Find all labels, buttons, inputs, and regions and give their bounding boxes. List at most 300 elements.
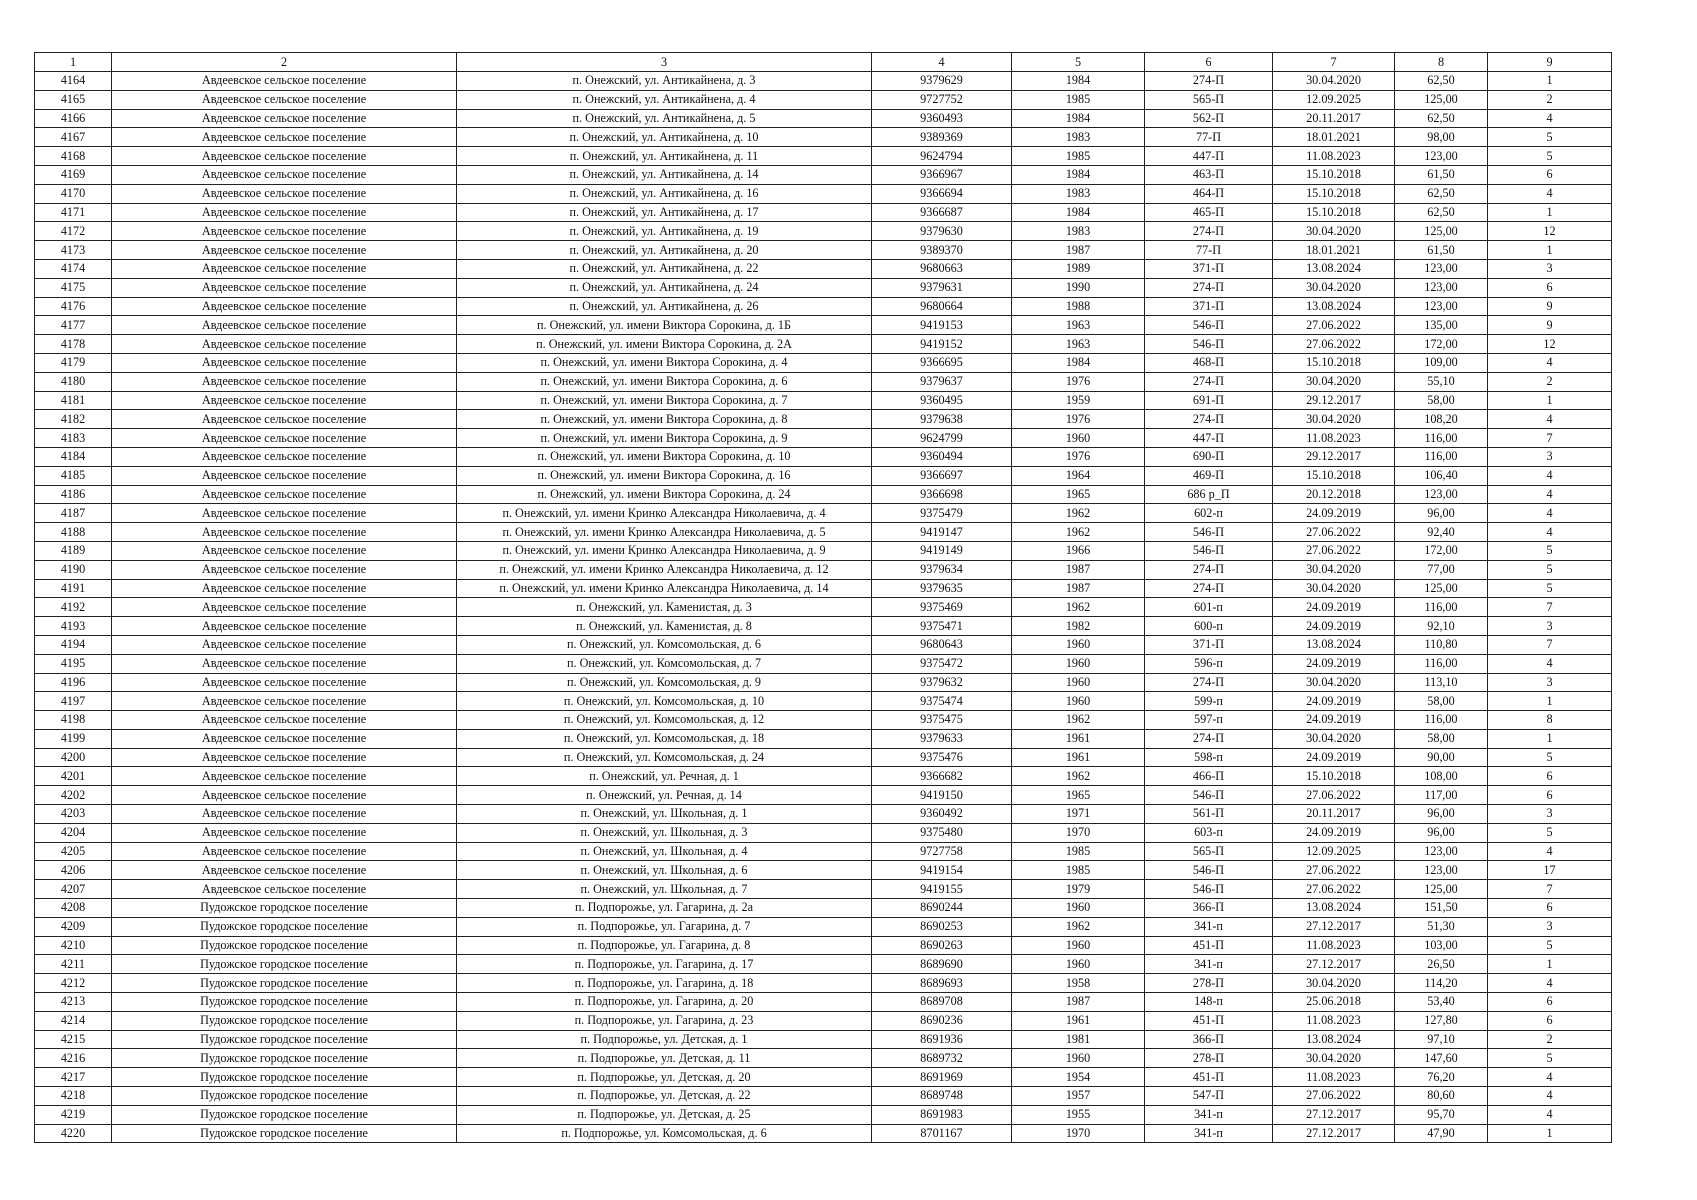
resolution-date-cell: 27.12.2017 [1273, 1124, 1395, 1143]
row-number-cell: 4214 [35, 1011, 112, 1030]
address-cell: п. Подпорожье, ул. Гагарина, д. 20 [457, 993, 872, 1012]
residents-count-cell: 4 [1488, 109, 1612, 128]
object-id-cell: 9419149 [872, 541, 1012, 560]
residents-count-cell: 4 [1488, 842, 1612, 861]
header-row [35, 53, 1612, 72]
year-built-cell: 1955 [1012, 1105, 1145, 1124]
object-id-cell: 9624794 [872, 147, 1012, 166]
address-cell: п. Онежский, ул. Каменистая, д. 3 [457, 598, 872, 617]
municipality-cell: Пудожское городское поселение [112, 974, 457, 993]
year-built-cell: 1984 [1012, 203, 1145, 222]
municipality-cell: Авдеевское сельское поселение [112, 278, 457, 297]
year-built-cell: 1963 [1012, 316, 1145, 335]
area-value-cell: 109,00 [1395, 353, 1488, 372]
year-built-cell: 1987 [1012, 993, 1145, 1012]
year-built-cell: 1979 [1012, 880, 1145, 899]
year-built-cell: 1984 [1012, 353, 1145, 372]
column-header: 4 [872, 53, 1012, 72]
resolution-number-cell: 600-п [1145, 617, 1273, 636]
resolution-date-cell: 15.10.2018 [1273, 184, 1395, 203]
area-value-cell: 53,40 [1395, 993, 1488, 1012]
area-value-cell: 95,70 [1395, 1105, 1488, 1124]
year-built-cell: 1988 [1012, 297, 1145, 316]
area-value-cell: 97,10 [1395, 1030, 1488, 1049]
residents-count-cell: 7 [1488, 635, 1612, 654]
residents-count-cell: 1 [1488, 1124, 1612, 1143]
resolution-number-cell: 278-П [1145, 1049, 1273, 1068]
address-cell: п. Подпорожье, ул. Комсомольская, д. 6 [457, 1124, 872, 1143]
year-built-cell: 1958 [1012, 974, 1145, 993]
table-row [35, 842, 1612, 861]
year-built-cell: 1987 [1012, 579, 1145, 598]
address-cell: п. Онежский, ул. Антикайнена, д. 22 [457, 259, 872, 278]
address-cell: п. Онежский, ул. имени Кринко Александра Николаевича, д. 4 [457, 504, 872, 523]
address-cell: п. Онежский, ул. Комсомольская, д. 10 [457, 692, 872, 711]
area-value-cell: 123,00 [1395, 147, 1488, 166]
resolution-date-cell: 24.09.2019 [1273, 823, 1395, 842]
column-header: 7 [1273, 53, 1395, 72]
year-built-cell: 1962 [1012, 711, 1145, 730]
row-number-cell: 4181 [35, 391, 112, 410]
municipality-cell: Авдеевское сельское поселение [112, 410, 457, 429]
resolution-number-cell: 546-П [1145, 880, 1273, 899]
year-built-cell: 1987 [1012, 560, 1145, 579]
address-cell: п. Онежский, ул. имени Виктора Сорокина, д. 2А [457, 335, 872, 354]
table-row [35, 635, 1612, 654]
resolution-date-cell: 20.11.2017 [1273, 805, 1395, 824]
municipality-cell: Пудожское городское поселение [112, 1011, 457, 1030]
year-built-cell: 1963 [1012, 335, 1145, 354]
table-row [35, 278, 1612, 297]
area-value-cell: 123,00 [1395, 485, 1488, 504]
address-cell: п. Онежский, ул. Речная, д. 1 [457, 767, 872, 786]
municipality-cell: Авдеевское сельское поселение [112, 109, 457, 128]
resolution-number-cell: 690-П [1145, 447, 1273, 466]
table-row [35, 579, 1612, 598]
resolution-date-cell: 24.09.2019 [1273, 748, 1395, 767]
municipality-cell: Авдеевское сельское поселение [112, 786, 457, 805]
address-cell: п. Онежский, ул. Антикайнена, д. 17 [457, 203, 872, 222]
area-value-cell: 62,50 [1395, 109, 1488, 128]
municipality-cell: Авдеевское сельское поселение [112, 805, 457, 824]
year-built-cell: 1983 [1012, 184, 1145, 203]
year-built-cell: 1960 [1012, 1049, 1145, 1068]
area-value-cell: 123,00 [1395, 842, 1488, 861]
table-row [35, 184, 1612, 203]
address-cell: п. Онежский, ул. Школьная, д. 7 [457, 880, 872, 899]
row-number-cell: 4180 [35, 372, 112, 391]
resolution-date-cell: 30.04.2020 [1273, 673, 1395, 692]
table-row [35, 936, 1612, 955]
object-id-cell: 9366695 [872, 353, 1012, 372]
residents-count-cell: 12 [1488, 222, 1612, 241]
area-value-cell: 125,00 [1395, 880, 1488, 899]
year-built-cell: 1966 [1012, 541, 1145, 560]
address-cell: п. Онежский, ул. Антикайнена, д. 26 [457, 297, 872, 316]
object-id-cell: 9419153 [872, 316, 1012, 335]
table-row [35, 128, 1612, 147]
address-cell: п. Подпорожье, ул. Гагарина, д. 23 [457, 1011, 872, 1030]
table-body [35, 72, 1612, 1143]
address-cell: п. Онежский, ул. Антикайнена, д. 11 [457, 147, 872, 166]
area-value-cell: 123,00 [1395, 861, 1488, 880]
year-built-cell: 1960 [1012, 635, 1145, 654]
year-built-cell: 1954 [1012, 1068, 1145, 1087]
table-row [35, 429, 1612, 448]
area-value-cell: 116,00 [1395, 711, 1488, 730]
resolution-date-cell: 27.12.2017 [1273, 917, 1395, 936]
resolution-number-cell: 77-П [1145, 241, 1273, 260]
area-value-cell: 127,80 [1395, 1011, 1488, 1030]
address-cell: п. Онежский, ул. имени Виктора Сорокина, д. 10 [457, 447, 872, 466]
resolution-number-cell: 465-П [1145, 203, 1273, 222]
resolution-number-cell: 274-П [1145, 72, 1273, 91]
municipality-cell: Пудожское городское поселение [112, 1124, 457, 1143]
object-id-cell: 8690253 [872, 917, 1012, 936]
residents-count-cell: 12 [1488, 335, 1612, 354]
area-value-cell: 108,00 [1395, 767, 1488, 786]
area-value-cell: 62,50 [1395, 72, 1488, 91]
address-cell: п. Онежский, ул. Антикайнена, д. 5 [457, 109, 872, 128]
residents-count-cell: 1 [1488, 955, 1612, 974]
row-number-cell: 4193 [35, 617, 112, 636]
year-built-cell: 1962 [1012, 598, 1145, 617]
table-row [35, 72, 1612, 91]
row-number-cell: 4200 [35, 748, 112, 767]
resolution-number-cell: 464-П [1145, 184, 1273, 203]
year-built-cell: 1983 [1012, 128, 1145, 147]
residents-count-cell: 5 [1488, 147, 1612, 166]
resolution-date-cell: 27.06.2022 [1273, 786, 1395, 805]
area-value-cell: 116,00 [1395, 654, 1488, 673]
residents-count-cell: 4 [1488, 974, 1612, 993]
residents-count-cell: 17 [1488, 861, 1612, 880]
object-id-cell: 9360495 [872, 391, 1012, 410]
address-cell: п. Онежский, ул. имени Виктора Сорокина, д. 1Б [457, 316, 872, 335]
address-cell: п. Онежский, ул. Антикайнена, д. 4 [457, 90, 872, 109]
resolution-date-cell: 15.10.2018 [1273, 353, 1395, 372]
address-cell: п. Онежский, ул. имени Кринко Александра Николаевича, д. 9 [457, 541, 872, 560]
object-id-cell: 9366687 [872, 203, 1012, 222]
municipality-cell: Пудожское городское поселение [112, 1068, 457, 1087]
residents-count-cell: 5 [1488, 936, 1612, 955]
row-number-cell: 4188 [35, 523, 112, 542]
municipality-cell: Авдеевское сельское поселение [112, 429, 457, 448]
address-cell: п. Подпорожье, ул. Детская, д. 11 [457, 1049, 872, 1068]
object-id-cell: 9379638 [872, 410, 1012, 429]
year-built-cell: 1983 [1012, 222, 1145, 241]
residents-count-cell: 3 [1488, 917, 1612, 936]
housing-register-table [34, 52, 1612, 1143]
resolution-number-cell: 77-П [1145, 128, 1273, 147]
residents-count-cell: 5 [1488, 748, 1612, 767]
row-number-cell: 4210 [35, 936, 112, 955]
area-value-cell: 62,50 [1395, 203, 1488, 222]
object-id-cell: 9389370 [872, 241, 1012, 260]
area-value-cell: 172,00 [1395, 541, 1488, 560]
resolution-number-cell: 468-П [1145, 353, 1273, 372]
table-row [35, 447, 1612, 466]
municipality-cell: Авдеевское сельское поселение [112, 485, 457, 504]
municipality-cell: Пудожское городское поселение [112, 955, 457, 974]
resolution-number-cell: 274-П [1145, 673, 1273, 692]
resolution-number-cell: 274-П [1145, 729, 1273, 748]
resolution-number-cell: 274-П [1145, 579, 1273, 598]
area-value-cell: 96,00 [1395, 504, 1488, 523]
resolution-date-cell: 30.04.2020 [1273, 372, 1395, 391]
resolution-date-cell: 13.08.2024 [1273, 635, 1395, 654]
area-value-cell: 61,50 [1395, 165, 1488, 184]
area-value-cell: 77,00 [1395, 560, 1488, 579]
year-built-cell: 1959 [1012, 391, 1145, 410]
resolution-date-cell: 29.12.2017 [1273, 391, 1395, 410]
row-number-cell: 4168 [35, 147, 112, 166]
resolution-number-cell: 469-П [1145, 466, 1273, 485]
residents-count-cell: 1 [1488, 203, 1612, 222]
object-id-cell: 9379634 [872, 560, 1012, 579]
row-number-cell: 4219 [35, 1105, 112, 1124]
row-number-cell: 4201 [35, 767, 112, 786]
row-number-cell: 4176 [35, 297, 112, 316]
object-id-cell: 9419152 [872, 335, 1012, 354]
resolution-date-cell: 11.08.2023 [1273, 429, 1395, 448]
municipality-cell: Авдеевское сельское поселение [112, 842, 457, 861]
area-value-cell: 125,00 [1395, 222, 1488, 241]
resolution-number-cell: 278-П [1145, 974, 1273, 993]
address-cell: п. Онежский, ул. имени Виктора Сорокина, д. 4 [457, 353, 872, 372]
address-cell: п. Онежский, ул. имени Виктора Сорокина, д. 6 [457, 372, 872, 391]
address-cell: п. Онежский, ул. имени Виктора Сорокина, д. 7 [457, 391, 872, 410]
resolution-number-cell: 341-п [1145, 1124, 1273, 1143]
year-built-cell: 1960 [1012, 955, 1145, 974]
object-id-cell: 9419147 [872, 523, 1012, 542]
resolution-number-cell: 603-п [1145, 823, 1273, 842]
row-number-cell: 4212 [35, 974, 112, 993]
year-built-cell: 1965 [1012, 485, 1145, 504]
area-value-cell: 108,20 [1395, 410, 1488, 429]
object-id-cell: 9624799 [872, 429, 1012, 448]
area-value-cell: 125,00 [1395, 579, 1488, 598]
object-id-cell: 9727752 [872, 90, 1012, 109]
residents-count-cell: 3 [1488, 617, 1612, 636]
object-id-cell: 8689693 [872, 974, 1012, 993]
object-id-cell: 8691969 [872, 1068, 1012, 1087]
resolution-date-cell: 15.10.2018 [1273, 466, 1395, 485]
object-id-cell: 9375479 [872, 504, 1012, 523]
resolution-number-cell: 274-П [1145, 410, 1273, 429]
resolution-date-cell: 12.09.2025 [1273, 90, 1395, 109]
address-cell: п. Онежский, ул. Комсомольская, д. 12 [457, 711, 872, 730]
residents-count-cell: 2 [1488, 372, 1612, 391]
address-cell: п. Онежский, ул. Школьная, д. 3 [457, 823, 872, 842]
address-cell: п. Онежский, ул. Каменистая, д. 8 [457, 617, 872, 636]
row-number-cell: 4178 [35, 335, 112, 354]
year-built-cell: 1970 [1012, 823, 1145, 842]
municipality-cell: Авдеевское сельское поселение [112, 184, 457, 203]
resolution-number-cell: 274-П [1145, 222, 1273, 241]
year-built-cell: 1984 [1012, 165, 1145, 184]
table-row [35, 466, 1612, 485]
municipality-cell: Авдеевское сельское поселение [112, 222, 457, 241]
residents-count-cell: 6 [1488, 899, 1612, 918]
address-cell: п. Подпорожье, ул. Гагарина, д. 7 [457, 917, 872, 936]
resolution-date-cell: 20.11.2017 [1273, 109, 1395, 128]
column-header: 2 [112, 53, 457, 72]
resolution-number-cell: 546-П [1145, 523, 1273, 542]
year-built-cell: 1976 [1012, 410, 1145, 429]
area-value-cell: 62,50 [1395, 184, 1488, 203]
object-id-cell: 9375480 [872, 823, 1012, 842]
table-row [35, 1124, 1612, 1143]
area-value-cell: 113,10 [1395, 673, 1488, 692]
area-value-cell: 117,00 [1395, 786, 1488, 805]
resolution-number-cell: 561-П [1145, 805, 1273, 824]
year-built-cell: 1960 [1012, 692, 1145, 711]
area-value-cell: 92,40 [1395, 523, 1488, 542]
table-row [35, 90, 1612, 109]
residents-count-cell: 6 [1488, 993, 1612, 1012]
object-id-cell: 9680643 [872, 635, 1012, 654]
resolution-date-cell: 13.08.2024 [1273, 899, 1395, 918]
residents-count-cell: 6 [1488, 1011, 1612, 1030]
resolution-date-cell: 24.09.2019 [1273, 598, 1395, 617]
residents-count-cell: 6 [1488, 767, 1612, 786]
resolution-date-cell: 29.12.2017 [1273, 447, 1395, 466]
table-row [35, 109, 1612, 128]
residents-count-cell: 2 [1488, 90, 1612, 109]
year-built-cell: 1976 [1012, 447, 1145, 466]
year-built-cell: 1961 [1012, 748, 1145, 767]
table-row [35, 861, 1612, 880]
object-id-cell: 9375472 [872, 654, 1012, 673]
object-id-cell: 9360492 [872, 805, 1012, 824]
object-id-cell: 9379632 [872, 673, 1012, 692]
resolution-date-cell: 27.06.2022 [1273, 316, 1395, 335]
resolution-number-cell: 602-п [1145, 504, 1273, 523]
row-number-cell: 4208 [35, 899, 112, 918]
resolution-date-cell: 12.09.2025 [1273, 842, 1395, 861]
year-built-cell: 1960 [1012, 936, 1145, 955]
table-row [35, 880, 1612, 899]
table-row [35, 899, 1612, 918]
table-row [35, 222, 1612, 241]
area-value-cell: 135,00 [1395, 316, 1488, 335]
address-cell: п. Онежский, ул. Комсомольская, д. 18 [457, 729, 872, 748]
table-row [35, 974, 1612, 993]
table-row [35, 1049, 1612, 1068]
municipality-cell: Авдеевское сельское поселение [112, 767, 457, 786]
area-value-cell: 110,80 [1395, 635, 1488, 654]
address-cell: п. Онежский, ул. Антикайнена, д. 19 [457, 222, 872, 241]
municipality-cell: Авдеевское сельское поселение [112, 635, 457, 654]
row-number-cell: 4216 [35, 1049, 112, 1068]
area-value-cell: 51,30 [1395, 917, 1488, 936]
year-built-cell: 1971 [1012, 805, 1145, 824]
resolution-number-cell: 599-п [1145, 692, 1273, 711]
resolution-date-cell: 27.06.2022 [1273, 880, 1395, 899]
year-built-cell: 1985 [1012, 90, 1145, 109]
address-cell: п. Подпорожье, ул. Гагарина, д. 17 [457, 955, 872, 974]
resolution-date-cell: 27.06.2022 [1273, 861, 1395, 880]
resolution-date-cell: 30.04.2020 [1273, 579, 1395, 598]
residents-count-cell: 7 [1488, 598, 1612, 617]
residents-count-cell: 5 [1488, 128, 1612, 147]
address-cell: п. Онежский, ул. Антикайнена, д. 3 [457, 72, 872, 91]
municipality-cell: Авдеевское сельское поселение [112, 466, 457, 485]
table-row [35, 617, 1612, 636]
resolution-date-cell: 27.06.2022 [1273, 523, 1395, 542]
area-value-cell: 116,00 [1395, 429, 1488, 448]
table-row [35, 297, 1612, 316]
table-row [35, 1105, 1612, 1124]
object-id-cell: 9680663 [872, 259, 1012, 278]
municipality-cell: Пудожское городское поселение [112, 993, 457, 1012]
table-row [35, 523, 1612, 542]
column-header: 3 [457, 53, 872, 72]
address-cell: п. Онежский, ул. имени Виктора Сорокина, д. 16 [457, 466, 872, 485]
residents-count-cell: 1 [1488, 391, 1612, 410]
column-header: 8 [1395, 53, 1488, 72]
resolution-date-cell: 27.12.2017 [1273, 955, 1395, 974]
residents-count-cell: 5 [1488, 541, 1612, 560]
row-number-cell: 4209 [35, 917, 112, 936]
address-cell: п. Подпорожье, ул. Гагарина, д. 8 [457, 936, 872, 955]
object-id-cell: 8691936 [872, 1030, 1012, 1049]
row-number-cell: 4191 [35, 579, 112, 598]
resolution-date-cell: 30.04.2020 [1273, 560, 1395, 579]
residents-count-cell: 6 [1488, 786, 1612, 805]
address-cell: п. Онежский, ул. имени Виктора Сорокина, д. 8 [457, 410, 872, 429]
row-number-cell: 4183 [35, 429, 112, 448]
table-row [35, 485, 1612, 504]
row-number-cell: 4197 [35, 692, 112, 711]
address-cell: п. Онежский, ул. Комсомольская, д. 6 [457, 635, 872, 654]
column-header: 5 [1012, 53, 1145, 72]
address-cell: п. Онежский, ул. Антикайнена, д. 14 [457, 165, 872, 184]
resolution-number-cell: 562-П [1145, 109, 1273, 128]
year-built-cell: 1962 [1012, 767, 1145, 786]
resolution-number-cell: 546-П [1145, 335, 1273, 354]
table-row [35, 1011, 1612, 1030]
object-id-cell: 9419155 [872, 880, 1012, 899]
area-value-cell: 114,20 [1395, 974, 1488, 993]
resolution-number-cell: 691-П [1145, 391, 1273, 410]
row-number-cell: 4164 [35, 72, 112, 91]
resolution-number-cell: 466-П [1145, 767, 1273, 786]
row-number-cell: 4202 [35, 786, 112, 805]
area-value-cell: 96,00 [1395, 823, 1488, 842]
year-built-cell: 1960 [1012, 899, 1145, 918]
resolution-number-cell: 447-П [1145, 147, 1273, 166]
area-value-cell: 147,60 [1395, 1049, 1488, 1068]
row-number-cell: 4205 [35, 842, 112, 861]
residents-count-cell: 3 [1488, 805, 1612, 824]
residents-count-cell: 5 [1488, 1049, 1612, 1068]
object-id-cell: 9360493 [872, 109, 1012, 128]
municipality-cell: Авдеевское сельское поселение [112, 128, 457, 147]
resolution-date-cell: 27.06.2022 [1273, 541, 1395, 560]
residents-count-cell: 4 [1488, 523, 1612, 542]
year-built-cell: 1985 [1012, 147, 1145, 166]
object-id-cell: 8689732 [872, 1049, 1012, 1068]
object-id-cell: 9379630 [872, 222, 1012, 241]
area-value-cell: 80,60 [1395, 1087, 1488, 1106]
resolution-number-cell: 371-П [1145, 259, 1273, 278]
area-value-cell: 58,00 [1395, 692, 1488, 711]
table-row [35, 335, 1612, 354]
municipality-cell: Авдеевское сельское поселение [112, 711, 457, 730]
resolution-date-cell: 30.04.2020 [1273, 72, 1395, 91]
